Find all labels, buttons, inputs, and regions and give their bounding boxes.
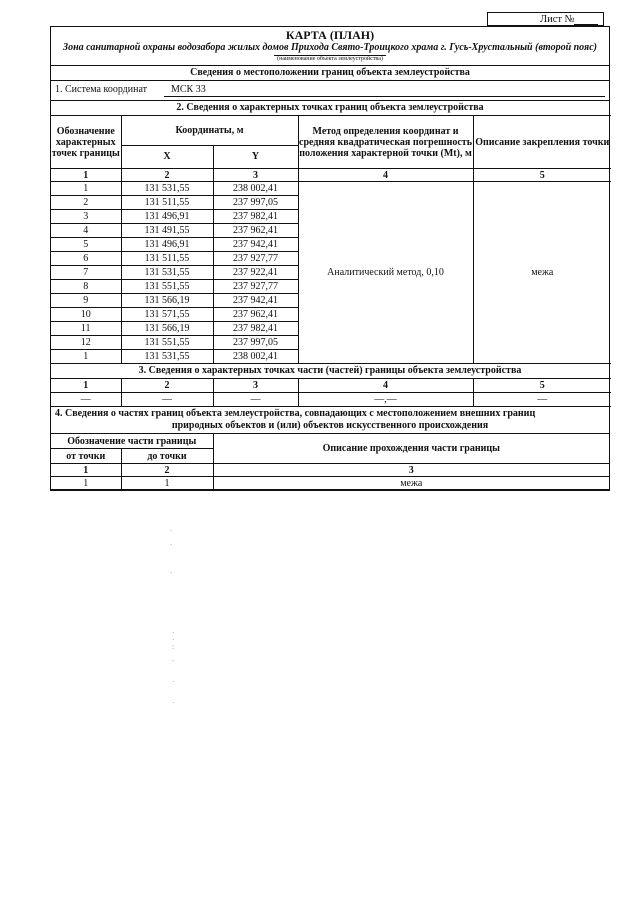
y-coordinate-cell: 237 962,41	[213, 224, 298, 238]
s3-col-number: 4	[298, 379, 473, 393]
y-coordinate-cell: 237 997,05	[213, 336, 298, 350]
part-points-table	[51, 378, 611, 407]
table-row	[51, 182, 611, 196]
y-coordinate-cell: 237 962,41	[213, 308, 298, 322]
coordinate-system-row	[51, 81, 609, 101]
s3-col-number: 1	[51, 379, 121, 393]
boundary-parts-table	[51, 433, 609, 490]
s4-col-number: 3	[213, 464, 609, 477]
x-coordinate-cell: 131 511,55	[121, 252, 213, 266]
section3-title: 3. Сведения о характерных точках части (частей) границы объекта землеустройства	[51, 363, 609, 379]
location-header: Сведения о местоположении границ объекта землеустройства	[51, 66, 609, 81]
s4-col-number: 2	[121, 464, 213, 477]
coordinate-system-label: 1. Система координат	[55, 84, 148, 95]
map-plan-form	[50, 26, 610, 491]
point-number-cell: 1	[51, 182, 121, 196]
col-point-header: Обозначение характерных точек границы	[51, 116, 121, 169]
points-table	[51, 115, 611, 364]
s4-from-cell: 1	[51, 477, 121, 490]
s3-dash-cell: —,—	[298, 393, 473, 407]
col-x-header: X	[121, 145, 213, 168]
coordinate-system-value: МСК 33	[171, 84, 206, 95]
point-number-cell: 7	[51, 266, 121, 280]
point-number-cell: 10	[51, 308, 121, 322]
col-to-header: до точки	[121, 449, 213, 464]
col-number: 4	[298, 169, 473, 182]
sheet-number-label: Лист №	[540, 14, 575, 25]
s3-col-number: 2	[121, 379, 213, 393]
sheet-number-box	[487, 12, 604, 26]
point-number-cell: 8	[51, 280, 121, 294]
col-coords-header: Координаты, м	[121, 116, 298, 146]
y-coordinate-cell: 237 982,41	[213, 322, 298, 336]
col-number: 5	[473, 169, 611, 182]
x-coordinate-cell: 131 551,55	[121, 336, 213, 350]
s3-col-number: 3	[213, 379, 298, 393]
y-coordinate-cell: 237 997,05	[213, 196, 298, 210]
x-coordinate-cell: 131 511,55	[121, 196, 213, 210]
coordinate-system-underline	[164, 96, 605, 97]
points-body	[51, 182, 611, 364]
x-coordinate-cell: 131 496,91	[121, 210, 213, 224]
x-coordinate-cell: 131 571,55	[121, 308, 213, 322]
col-passage-header: Описание прохождения части границы	[213, 434, 609, 464]
point-number-cell: 1	[51, 350, 121, 364]
y-coordinate-cell: 237 922,41	[213, 266, 298, 280]
object-name-caption: (наименование объекта землеустройства)	[51, 55, 609, 63]
title-block	[51, 27, 609, 66]
y-coordinate-cell: 238 002,41	[213, 182, 298, 196]
s4-col-number: 1	[51, 464, 121, 477]
col-number: 3	[213, 169, 298, 182]
x-coordinate-cell: 131 531,55	[121, 266, 213, 280]
section2-title: 2. Сведения о характерных точках границ объекта землеустройства	[51, 101, 609, 116]
section4-title: 4. Сведения о частях границ объекта землеустройства, совпадающих с местоположением внешних границ природных объектов и (или) объектов искусственного происхождения	[51, 406, 609, 434]
col-from-header: от точки	[51, 449, 121, 464]
point-number-cell: 9	[51, 294, 121, 308]
x-coordinate-cell: 131 531,55	[121, 182, 213, 196]
x-coordinate-cell: 131 566,19	[121, 294, 213, 308]
scan-speckles: · · : · · ·	[172, 629, 175, 707]
y-coordinate-cell: 237 982,41	[213, 210, 298, 224]
x-coordinate-cell: 131 491,55	[121, 224, 213, 238]
y-coordinate-cell: 237 942,41	[213, 238, 298, 252]
x-coordinate-cell: 131 551,55	[121, 280, 213, 294]
y-coordinate-cell: 237 942,41	[213, 294, 298, 308]
s3-dash-cell: —	[121, 393, 213, 407]
fixation-description-cell: межа	[473, 182, 611, 364]
point-number-cell: 11	[51, 322, 121, 336]
y-coordinate-cell: 238 002,41	[213, 350, 298, 364]
col-method-header: Метод определения координат и средняя квадратическая погрешность положения характерной точки (Mt), м	[298, 116, 473, 169]
x-coordinate-cell: 131 496,91	[121, 238, 213, 252]
x-coordinate-cell: 131 566,19	[121, 322, 213, 336]
col-desc-header: Описание закрепления точки	[473, 116, 611, 169]
point-number-cell: 3	[51, 210, 121, 224]
col-y-header: Y	[213, 145, 298, 168]
s3-col-number: 5	[473, 379, 611, 393]
s3-dash-cell: —	[213, 393, 298, 407]
method-cell: Аналитический метод, 0,10	[298, 182, 473, 364]
y-coordinate-cell: 237 927,77	[213, 280, 298, 294]
point-number-cell: 2	[51, 196, 121, 210]
s3-dash-cell: —	[473, 393, 611, 407]
point-number-cell: 6	[51, 252, 121, 266]
document-title: КАРТА (ПЛАН)	[285, 28, 375, 42]
point-number-cell: 5	[51, 238, 121, 252]
x-coordinate-cell: 131 531,55	[121, 350, 213, 364]
s3-dash-cell: —	[51, 393, 121, 407]
sheet-number-blank	[574, 24, 598, 25]
scan-speckles: · · ·	[170, 527, 173, 577]
col-number: 1	[51, 169, 121, 182]
object-name: Зона санитарной охраны водозабора жилых домов Прихода Свято-Троицкого храма г. Гусь-Хрустальный (второй пояс)	[63, 42, 597, 53]
s4-desc-cell: межа	[213, 477, 609, 490]
s4-to-cell: 1	[121, 477, 213, 490]
col-part-header: Обозначение части границы	[51, 434, 213, 449]
point-number-cell: 12	[51, 336, 121, 350]
col-number: 2	[121, 169, 213, 182]
y-coordinate-cell: 237 927,77	[213, 252, 298, 266]
point-number-cell: 4	[51, 224, 121, 238]
